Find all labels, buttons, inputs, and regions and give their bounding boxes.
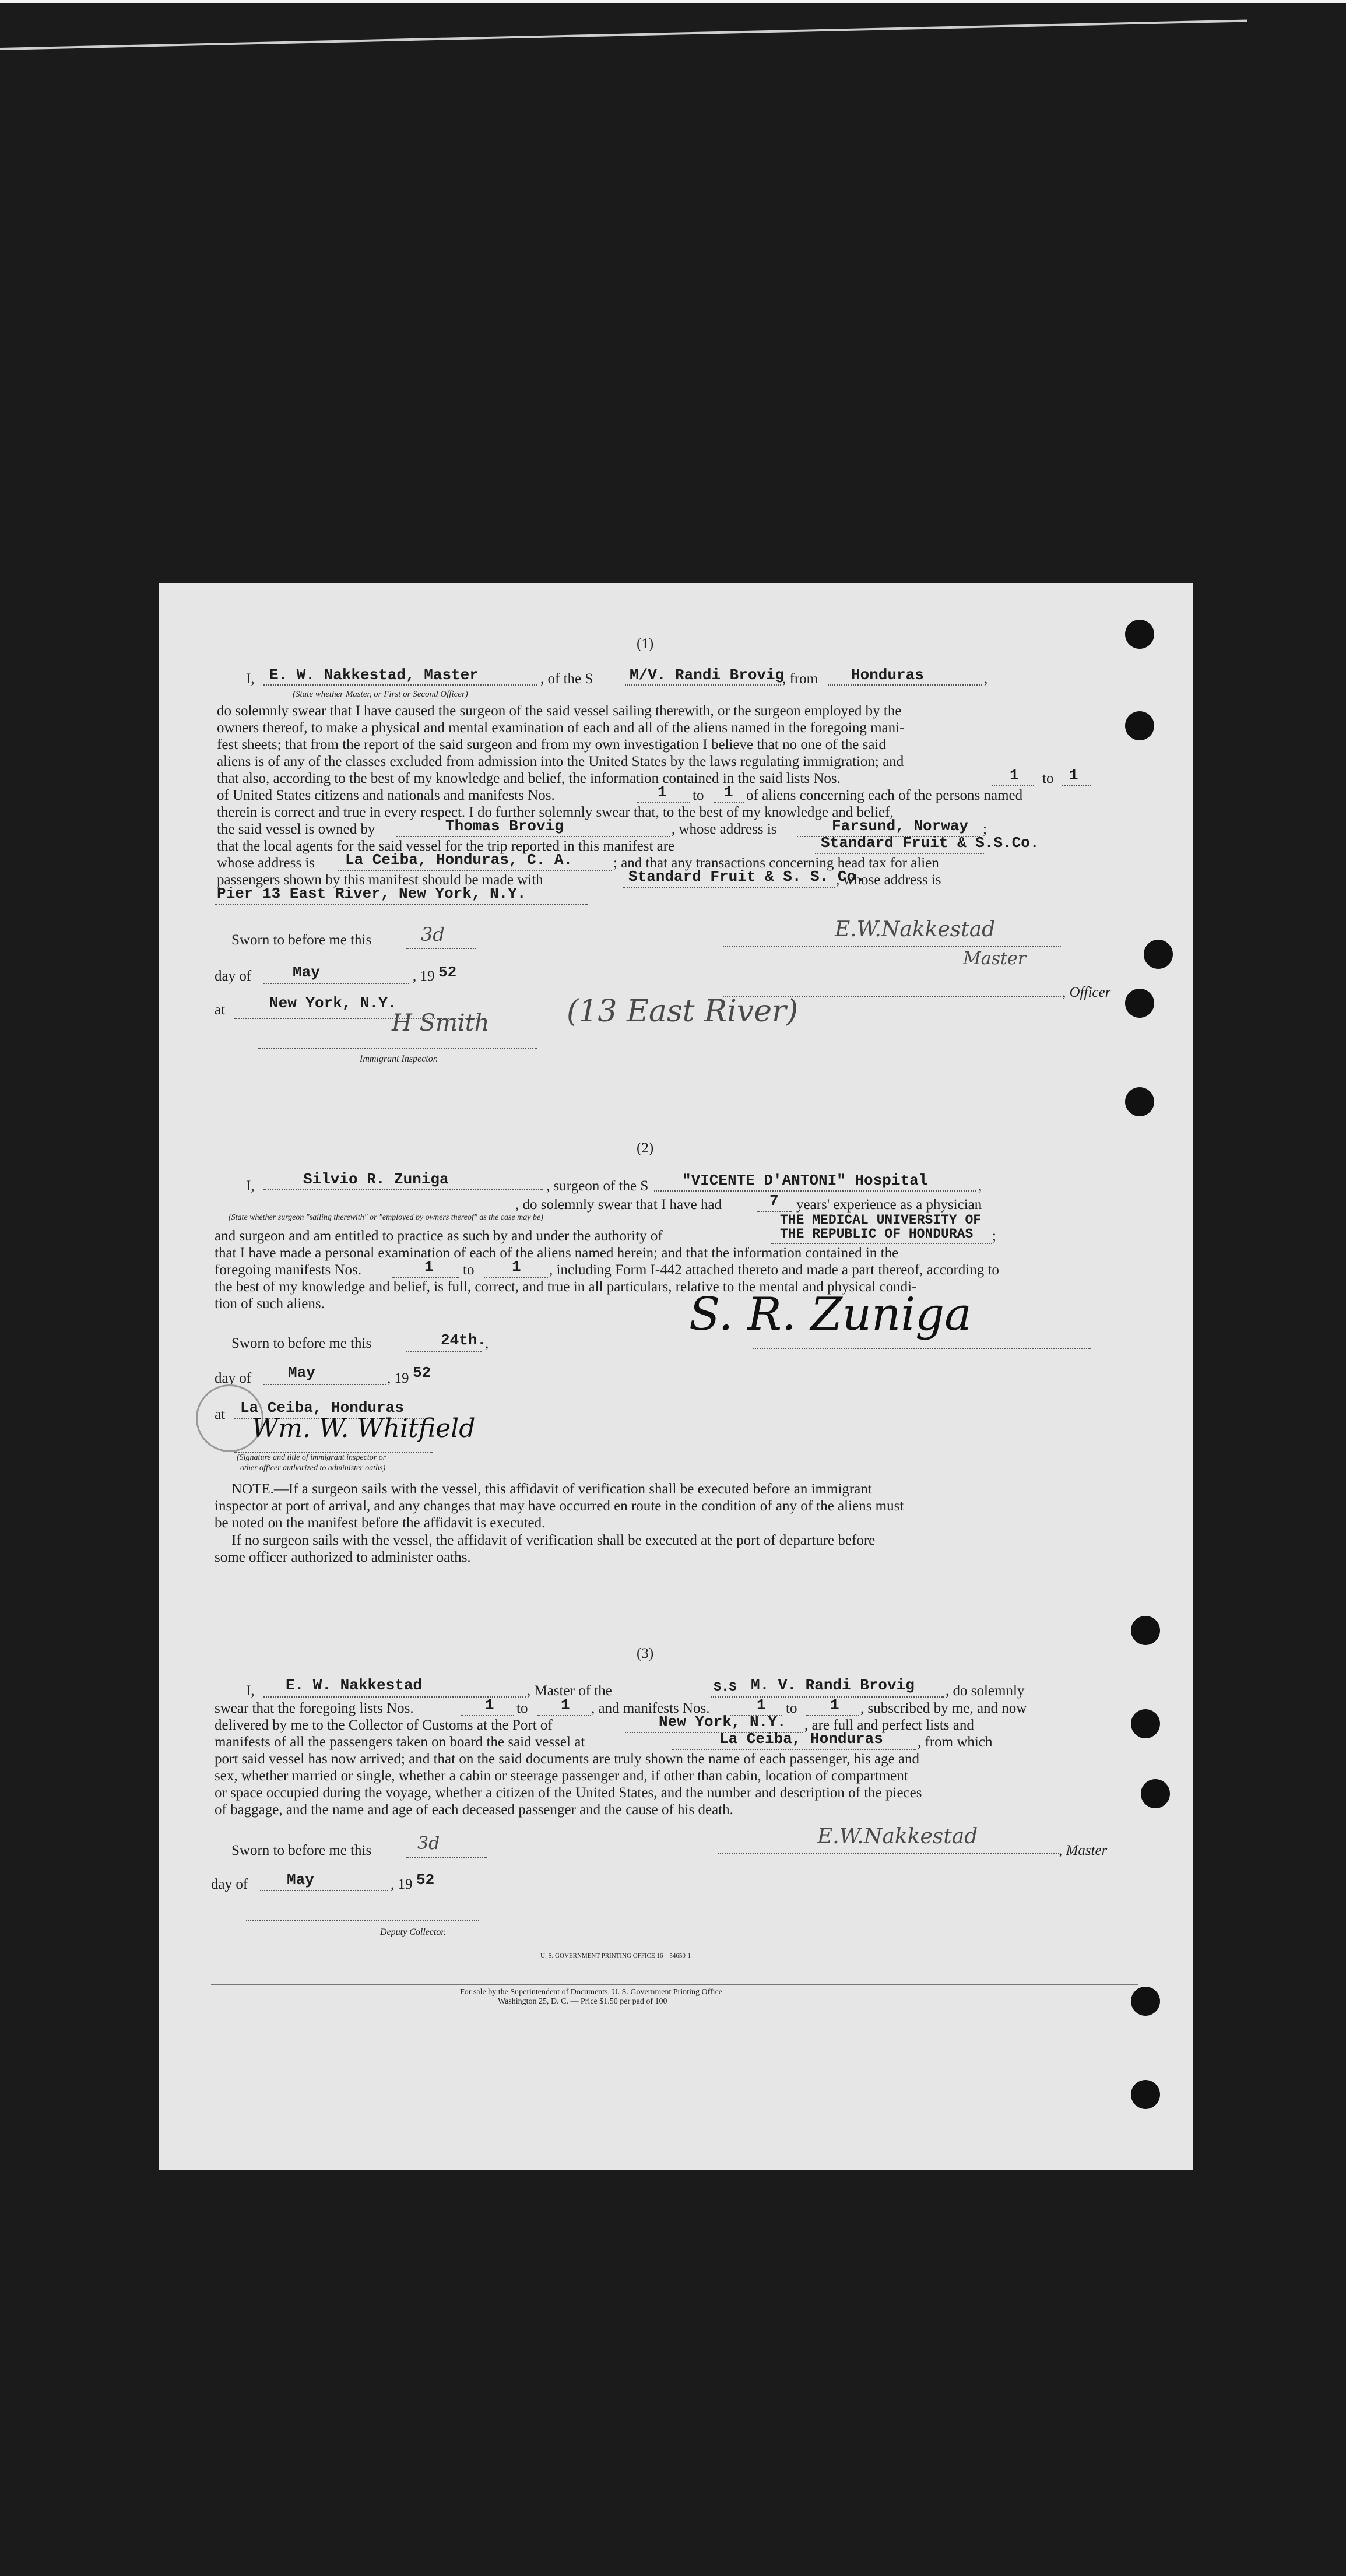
binder-hole <box>1141 1779 1170 1808</box>
text: ; <box>992 1228 996 1244</box>
underline <box>654 1190 976 1192</box>
from-place: Honduras <box>851 666 924 684</box>
field-note: (State whether Master, or First or Second Officer) <box>293 690 468 699</box>
owner: Thomas Brovig <box>445 817 564 835</box>
text-line: the best of my knowledge and belief, is full, correct, and true in all particulars, relative to the mental and physical condi- <box>215 1279 917 1295</box>
underline <box>753 1348 1091 1349</box>
field-note: (State whether surgeon "sailing therewith" or "employed by owners thereof" as the case may be) <box>229 1213 543 1222</box>
text: ; and that any transactions concerning head tax for alien <box>613 855 939 871</box>
underline <box>815 853 984 854</box>
underline <box>260 1890 388 1891</box>
text: , 19 <box>391 1876 413 1892</box>
text: manifests of all the passengers taken on board the said vessel at <box>215 1734 585 1750</box>
text: delivered by me to the Collector of Customs at the Port of <box>215 1717 553 1733</box>
text: that the local agents for the said vessel for the trip reported in this manifest are <box>217 838 675 854</box>
text: , are full and perfect lists and <box>804 1717 974 1733</box>
list-from: 1 <box>1010 767 1019 784</box>
binder-hole <box>1131 2080 1160 2109</box>
footer-rule <box>211 1984 1138 1985</box>
inspector-signature: H Smith <box>392 1010 490 1036</box>
master-label: , Master <box>1059 1843 1108 1858</box>
text: day of <box>215 968 252 984</box>
headtax-address: Pier 13 East River, New York, N.Y. <box>217 885 526 902</box>
sworn-day-handwritten: 3d <box>421 923 445 946</box>
text-line: aliens is of any of the classes excluded from admission into the United States by the laws regulating immigration; and <box>217 754 904 769</box>
boarded-at: La Ceiba, Honduras <box>719 1730 883 1748</box>
officer-title-handwritten: Master <box>963 948 1027 969</box>
binder-hole <box>1131 1987 1160 2016</box>
port: New York, N.Y. <box>659 1713 786 1731</box>
film-edge <box>0 0 1346 76</box>
text: , Master of the <box>527 1683 612 1699</box>
surgeon-signature: S. R. Zuniga <box>689 1288 972 1341</box>
text-line: do solemnly swear that I have caused the surgeon of the said vessel sailing therewith, or the surgeon employed by the <box>217 703 902 719</box>
month: May <box>288 1364 315 1382</box>
sale-notice-1: For sale by the Superintendent of Documents, U. S. Government Printing Office <box>460 1988 722 1997</box>
text: , from <box>782 671 818 687</box>
text-line: of baggage, and the name and age of each deceased passenger and the cause of his death. <box>215 1802 733 1818</box>
binder-hole <box>1125 620 1154 649</box>
text: passengers shown by this manifest should be made with <box>217 872 543 888</box>
note-line: inspector at port of arrival, and any changes that may have occurred en route in the condition of any of the aliens must <box>215 1498 904 1514</box>
text: , <box>485 1336 489 1351</box>
text: at <box>215 1407 226 1422</box>
hospital: "VICENTE D'ANTONI" Hospital <box>682 1172 928 1189</box>
text: at <box>215 1002 226 1018</box>
authority-line-1: THE MEDICAL UNIVERSITY OF <box>780 1213 982 1228</box>
year: 52 <box>416 1871 435 1889</box>
underline <box>484 1277 548 1278</box>
underline <box>711 1696 944 1698</box>
officer-label: , Officer <box>1062 985 1111 1000</box>
text: of aliens concerning each of the persons named <box>746 788 1023 803</box>
underline <box>406 948 476 949</box>
text-line: that also, according to the best of my knowledge and belief, the information contained in the said lists Nos. <box>217 771 841 786</box>
text-line: owners thereof, to make a physical and mental examination of each and all of the aliens named in the foregoing mani- <box>217 720 905 736</box>
text-line: of United States citizens and nationals and manifests Nos. <box>217 788 555 803</box>
sworn-day: 24th. <box>441 1331 487 1349</box>
text: , whose address is <box>836 872 941 888</box>
gpo-imprint: U. S. GOVERNMENT PRINTING OFFICE 16—54650-1 <box>540 1952 691 1959</box>
master-name: E. W. Nakkestad, Master <box>269 666 479 684</box>
master-signature: E.W.Nakkestad <box>817 1825 978 1848</box>
signature-caption-2: other officer authorized to administer oaths) <box>240 1464 386 1472</box>
master-name: E. W. Nakkestad <box>286 1677 423 1694</box>
officer-signature: E.W.Nakkestad <box>835 918 996 941</box>
section-number: (3) <box>637 1646 654 1661</box>
underline <box>263 1384 386 1385</box>
headtax-party: Standard Fruit & S. S. Co. <box>628 868 865 885</box>
note-line: be noted on the manifest before the affidavit is executed. <box>215 1515 546 1531</box>
underline <box>828 684 982 686</box>
manifest-to: 1 <box>512 1258 521 1275</box>
note-line: NOTE.—If a surgeon sails with the vessel, this affidavit of verification shall be executed before an immigrant <box>231 1481 872 1497</box>
binder-hole <box>1125 989 1154 1018</box>
year: 52 <box>413 1364 431 1382</box>
text: to <box>463 1262 475 1278</box>
vessel-name: M/V. Randi Brovig <box>630 666 785 684</box>
underline <box>992 785 1034 786</box>
text: Sworn to before me this <box>231 932 372 948</box>
agent-address: La Ceiba, Honduras, C. A. <box>345 851 573 869</box>
text: Sworn to before me this <box>231 1843 372 1858</box>
underline <box>1062 785 1091 786</box>
month: May <box>293 964 320 981</box>
note-line: some officer authorized to administer oaths. <box>215 1549 471 1565</box>
text: , including Form I-442 attached thereto and made a part thereof, according to <box>549 1262 999 1278</box>
manifest-from: 1 <box>424 1258 434 1275</box>
text-line: or space occupied during the voyage, whether a citizen of the United States, and the number and description of the pieces <box>215 1785 922 1801</box>
text-line: therein is correct and true in every respect. I do further solemnly swear that, to the best of my knowledge and belief, <box>217 804 894 820</box>
underline <box>246 1920 479 1921</box>
inspector-label: Immigrant Inspector. <box>360 1054 438 1064</box>
section-number: (1) <box>637 636 654 652</box>
underline <box>338 870 612 871</box>
underline <box>263 983 409 984</box>
sale-notice-2: Washington 25, D. C. — Price $1.50 per pad of 100 <box>498 1997 667 2006</box>
text: years' experience as a physician <box>796 1197 982 1213</box>
underline <box>723 946 1061 947</box>
place: La Ceiba, Honduras <box>240 1399 404 1417</box>
binder-hole <box>1131 1709 1160 1738</box>
note-line: If no surgeon sails with the vessel, the affidavit of verification shall be executed at the port of departure before <box>231 1533 876 1548</box>
text: to <box>786 1700 797 1716</box>
underline <box>637 802 690 803</box>
binder-hole <box>1144 940 1173 969</box>
text: to <box>693 788 704 803</box>
text: to <box>1042 771 1054 786</box>
underline <box>771 1243 992 1244</box>
text: whose address is <box>217 855 315 871</box>
list-from: 1 <box>485 1696 494 1714</box>
text: I, <box>246 1683 255 1699</box>
years-experience: 7 <box>769 1192 779 1210</box>
text: , of the S <box>540 671 593 687</box>
authority-line-2: THE REPUBLIC OF HONDURAS <box>780 1227 974 1242</box>
underline <box>806 1715 859 1716</box>
text: swear that the foregoing lists Nos. <box>215 1700 414 1716</box>
list-to: 1 <box>561 1696 570 1714</box>
underline <box>215 904 588 905</box>
binder-hole <box>1125 1087 1154 1116</box>
underline <box>625 684 781 686</box>
section-number: (2) <box>637 1140 654 1156</box>
owner-address: Farsund, Norway <box>832 817 969 835</box>
underline <box>718 1853 1059 1854</box>
text: day of <box>215 1370 252 1386</box>
text: I, <box>246 1178 255 1194</box>
official-signature: Wm. W. Whitfield <box>252 1414 476 1443</box>
text: foregoing manifests Nos. <box>215 1262 362 1278</box>
text: day of <box>211 1876 248 1892</box>
local-agents: Standard Fruit & S.S.Co. <box>821 834 1039 852</box>
underline <box>406 1857 487 1858</box>
underline <box>396 836 670 837</box>
month: May <box>287 1871 314 1889</box>
text: , <box>984 671 988 687</box>
text-line: tion of such aliens. <box>215 1296 325 1312</box>
underline <box>672 1749 916 1750</box>
underline <box>258 1048 537 1049</box>
underline <box>623 887 835 888</box>
manifest-affidavit-page <box>159 583 1193 2170</box>
text: ; <box>983 821 987 837</box>
text: , surgeon of the S <box>546 1178 649 1194</box>
text: , subscribed by me, and now <box>860 1700 1027 1716</box>
text: , and manifests Nos. <box>591 1700 710 1716</box>
text: , <box>978 1178 982 1194</box>
underline <box>406 1351 482 1352</box>
text-line: port said vessel has now arrived; and that on the said documents are truly shown the name of each passenger, his age and <box>215 1751 920 1767</box>
underline <box>392 1277 459 1278</box>
vessel-name: M. V. Randi Brovig <box>751 1677 915 1694</box>
text-line: sex, whether married or single, whether a cabin or steerage passenger and, if other than cabin, location of compartment <box>215 1768 908 1784</box>
underline <box>537 1715 591 1716</box>
manifest-to: 1 <box>830 1696 839 1714</box>
text: to <box>516 1700 528 1716</box>
sworn-day-handwritten: 3d <box>417 1833 440 1854</box>
text: , 19 <box>413 968 435 984</box>
inspector-annotation: (13 East River) <box>567 994 799 1029</box>
text-line: fest sheets; that from the report of the said surgeon and from my own investigation I believe that no one of the said <box>217 737 886 753</box>
manifest-from: 1 <box>658 783 667 801</box>
binder-hole <box>1125 711 1154 740</box>
text: Sworn to before me this <box>231 1336 372 1351</box>
underline <box>461 1715 514 1716</box>
text: and surgeon and am entitled to practice as such by and under the authority of <box>215 1228 663 1244</box>
year: 52 <box>438 964 457 981</box>
text: , from which <box>918 1734 993 1750</box>
vessel-prefix: S.S <box>714 1680 737 1695</box>
deputy-collector-label: Deputy Collector. <box>380 1927 446 1937</box>
text-line: that I have made a personal examination of each of the aliens named herein; and that the information contained in the <box>215 1245 899 1261</box>
signature-caption-1: (Signature and title of immigrant inspector or <box>237 1453 386 1462</box>
list-to: 1 <box>1069 767 1078 784</box>
manifest-to: 1 <box>724 783 733 801</box>
text: , do solemnly <box>946 1683 1025 1699</box>
text: I, <box>246 671 255 687</box>
manifest-from: 1 <box>757 1696 766 1714</box>
binder-hole <box>1131 1616 1160 1645</box>
text: , whose address is <box>672 821 777 837</box>
underline <box>714 802 744 803</box>
text: the said vessel is owned by <box>217 821 375 837</box>
place: New York, N.Y. <box>269 994 397 1012</box>
text: , do solemnly swear that I have had <box>515 1197 722 1213</box>
underline <box>263 1189 543 1190</box>
surgeon-name: Silvio R. Zuniga <box>303 1171 449 1188</box>
text: , 19 <box>387 1370 409 1386</box>
